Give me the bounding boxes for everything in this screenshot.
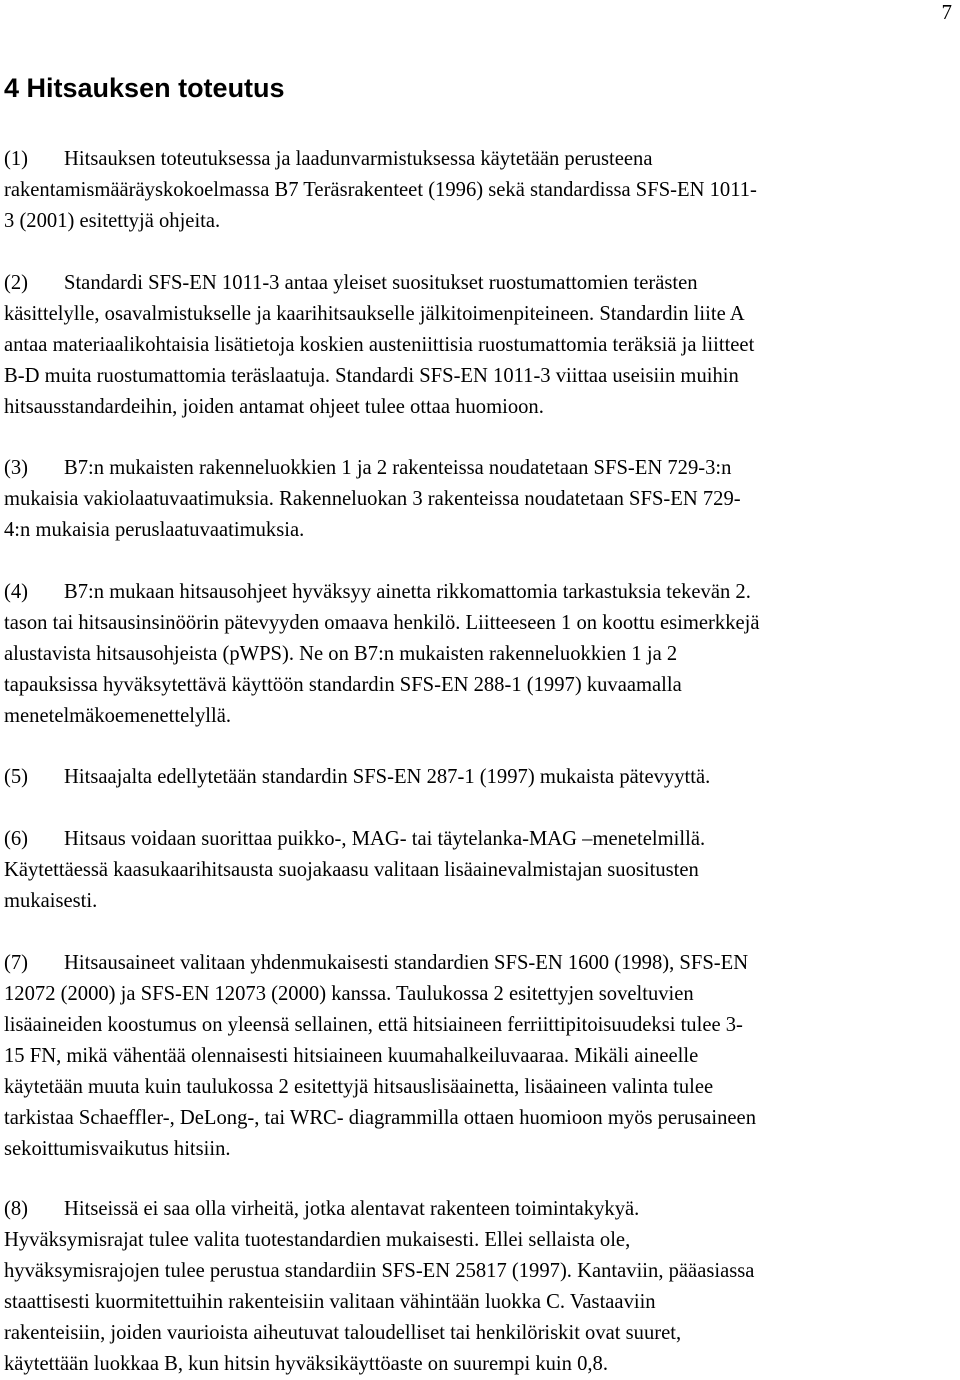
paragraph-line <box>4 268 956 299</box>
paragraph-number: (4) <box>4 581 29 603</box>
paragraph-line <box>4 824 956 855</box>
paragraph-number: (5) <box>4 766 29 788</box>
paragraph-number: (6) <box>4 828 29 850</box>
page-number: 7 <box>941 0 952 24</box>
paragraph-line <box>4 453 956 484</box>
paragraph-line: alustavista hitsausohjeista (pWPS). Ne on B7:n mukaisten rakenneluokkien 1 ja 2 <box>4 643 678 665</box>
paragraph-line: 12072 (2000) ja SFS-EN 12073 (2000) kanssa. Taulukossa 2 esitettyjen soveltuvien <box>4 983 694 1005</box>
paragraph-text: Hitsaus voidaan suorittaa puikko-, MAG- tai täytelanka-MAG –menetelmillä. <box>64 828 706 850</box>
paragraph-text: Standardi SFS-EN 1011-3 antaa yleiset suositukset ruostumattomien terästen <box>64 272 698 294</box>
paragraph-text: Hitsaajalta edellytetään standardin SFS-EN 287-1 (1997) mukaista pätevyyttä. <box>64 766 711 788</box>
paragraph-line: antaa materiaalikohtaisia lisätietoja koskien austeniittisia ruostumattomia teräksiä ja liitteet <box>4 334 755 356</box>
paragraph-line: hyväksymisrajojen tulee perustua standardiin SFS-EN 25817 (1997). Kantaviin, pääasiassa <box>4 1260 755 1282</box>
paragraph-line: hitsausstandardeihin, joiden antamat ohjeet tulee ottaa huomioon. <box>4 396 544 418</box>
paragraph-text: Hitseissä ei saa olla virheitä, jotka alentavat rakenteen toimintakykyä. <box>64 1198 640 1220</box>
paragraph-line: lisäaineiden koostumus on yleensä sellainen, että hitsiaineen ferriittipitoisuudeksi tulee 3- <box>4 1014 743 1036</box>
paragraph-7 <box>4 948 956 1165</box>
paragraph-line: staattisesti kuormitettuihin rakenteisiin valitaan vähintään luokka C. Vastaaviin <box>4 1291 656 1313</box>
paragraph-number: (7) <box>4 952 29 974</box>
paragraph-text: B7:n mukaan hitsausohjeet hyväksyy ainetta rikkomattomia tarkastuksia tekevän 2. <box>64 581 751 603</box>
paragraph-line: mukaisia vakiolaatuvaatimuksia. Rakenneluokan 3 rakenteissa noudatetaan SFS-EN 729- <box>4 488 741 510</box>
paragraph-line <box>4 577 956 608</box>
paragraph-line: sekoittumisvaikutus hitsiin. <box>4 1138 231 1160</box>
paragraph-text: Hitsauksen toteutuksessa ja laadunvarmistuksessa käytetään perusteena <box>64 148 653 170</box>
paragraph-line: rakentamismääräyskokoelmassa B7 Teräsrakenteet (1996) sekä standardissa SFS-EN 1011- <box>4 179 757 201</box>
paragraph-line: käytettään luokkaa B, kun hitsin hyväksikäyttöaste on suurempi kuin 0,8. <box>4 1353 608 1375</box>
paragraph-line: käsittelylle, osavalmistukselle ja kaarihitsaukselle jälkitoimenpiteineen. Standardin liite A <box>4 303 745 325</box>
paragraph-line: B-D muita ruostumattomia teräslaatuja. Standardi SFS-EN 1011-3 viittaa useisiin muihin <box>4 365 739 387</box>
paragraph-line: Käytettäessä kaasukaarihitsausta suojakaasu valitaan lisäainevalmistajan suositusten <box>4 859 699 881</box>
paragraph-number: (1) <box>4 148 29 170</box>
paragraph-line: rakenteisiin, joiden vaurioista aiheutuvat taloudelliset tai henkilöriskit ovat suuret, <box>4 1322 682 1344</box>
paragraph-number: (8) <box>4 1198 29 1220</box>
paragraph-text: B7:n mukaisten rakenneluokkien 1 ja 2 rakenteissa noudatetaan SFS-EN 729-3:n <box>64 457 732 479</box>
paragraph-text: Hitsausaineet valitaan yhdenmukaisesti standardien SFS-EN 1600 (1998), SFS-EN <box>64 952 749 974</box>
paragraph-number: (3) <box>4 457 29 479</box>
paragraph-line <box>4 762 956 793</box>
paragraph-line <box>4 1194 956 1225</box>
paragraph-line: 4:n mukaisia peruslaatuvaatimuksia. <box>4 519 305 541</box>
section-heading: 4 Hitsauksen toteutus <box>4 73 285 103</box>
paragraph-line: menetelmäkoemenettelyllä. <box>4 705 232 727</box>
paragraph-6 <box>4 824 956 917</box>
paragraph-line: tarkistaa Schaeffler-, DeLong-, tai WRC- diagrammilla ottaen huomioon myös perusaineen <box>4 1107 756 1129</box>
paragraph-line <box>4 144 956 175</box>
paragraph-1 <box>4 144 956 237</box>
paragraph-line: tapauksissa hyväksytettävä käyttöön standardin SFS-EN 288-1 (1997) kuvaamalla <box>4 674 682 696</box>
paragraph-5 <box>4 762 956 793</box>
paragraph-4 <box>4 577 956 732</box>
paragraph-line: tason tai hitsausinsinöörin pätevyyden omaava henkilö. Liitteeseen 1 on koottu esimerkkejä <box>4 612 760 634</box>
paragraph-8 <box>4 1194 956 1380</box>
paragraph-line: Hyväksymisrajat tulee valita tuotestandardien mukaisesti. Ellei sellaista ole, <box>4 1229 631 1251</box>
paragraph-line: 3 (2001) esitettyjä ohjeita. <box>4 210 221 232</box>
paragraph-line: 15 FN, mikä vähentää olennaisesti hitsiaineen kuumahalkeiluvaaraa. Mikäli aineelle <box>4 1045 699 1067</box>
paragraph-line: mukaisesti. <box>4 890 98 912</box>
paragraph-line: käytetään muuta kuin taulukossa 2 esitettyjä hitsauslisäainetta, lisäaineen valinta tulee <box>4 1076 714 1098</box>
paragraph-2 <box>4 268 956 423</box>
paragraph-line <box>4 948 956 979</box>
paragraph-3 <box>4 453 956 546</box>
paragraph-number: (2) <box>4 272 29 294</box>
